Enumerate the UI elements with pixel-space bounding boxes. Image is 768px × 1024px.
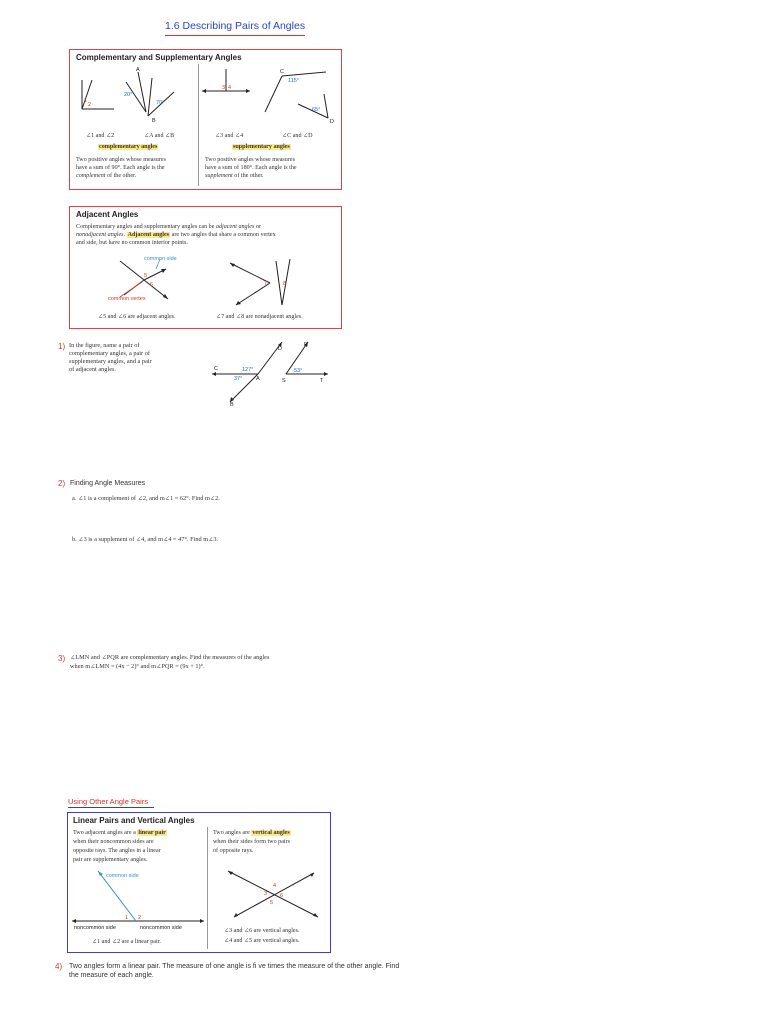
section-heading: Using Other Angle Pairs xyxy=(68,797,149,806)
linear-line-4: pair are supplementary angles. xyxy=(73,857,148,863)
question-3-line-1: ∠LMN and ∠PQR are complementary angles. Find the measures of the angles xyxy=(70,654,270,661)
question-1-line-4: of adjacent angles. xyxy=(69,366,117,373)
label-a: A xyxy=(136,67,140,73)
label-2: 2 xyxy=(88,102,92,108)
adjacent-angles-box xyxy=(69,206,342,329)
q1-label-s: S xyxy=(282,378,286,384)
term-complementary: complementary angles xyxy=(99,144,158,150)
q1-label-c: C xyxy=(214,366,218,372)
linear-line-1: Two adjacent angles are a linear pair xyxy=(73,830,166,836)
label-b: B xyxy=(152,118,156,124)
label-5: 5 xyxy=(144,273,148,279)
question-1-line-2: complementary angles, a pair of xyxy=(69,350,150,357)
linear-line-2: when their noncommon sides are xyxy=(73,839,154,845)
vertical-line-2: when their sides form two pairs xyxy=(213,839,291,845)
label-3: 3 xyxy=(222,85,226,91)
supplementary-diagram xyxy=(200,64,340,124)
question-3-line-2: when m∠LMN = (4x − 2)° and m∠PQR = (9x + 1)°. xyxy=(70,663,205,670)
complementary-desc-3: complement of the other. xyxy=(76,173,137,179)
term-supplementary: supplementary angles xyxy=(233,144,290,150)
adjacent-line-2: nonadjacent angles. Adjacent angles are two angles that share a common vertex xyxy=(76,232,276,238)
caption-vertical-4-5: ∠4 and ∠5 are vertical angles. xyxy=(224,938,300,944)
divider xyxy=(198,64,199,186)
q1-label-127: 127° xyxy=(242,367,254,373)
label-8: 8 xyxy=(283,281,287,287)
label-c: C xyxy=(280,69,284,75)
caption-linear-pair: ∠1 and ∠2 are a linear pair. xyxy=(92,939,161,945)
vertical-line-1: Two angles are vertical angles xyxy=(213,830,290,836)
q1-label-37: 37° xyxy=(234,376,243,382)
question-1-number: 1) xyxy=(58,342,66,351)
box-heading: Adjacent Angles xyxy=(76,210,139,219)
complementary-supplementary-box xyxy=(69,49,342,190)
question-2a: a. ∠1 is a complement of ∠2, and m∠1 = 62°. Find m∠2. xyxy=(72,495,220,502)
question-1-line-1: In the figure, name a pair of xyxy=(69,342,140,349)
vertical-label-5: 5 xyxy=(270,900,274,906)
caption-angles-c-d: ∠C and ∠D xyxy=(282,133,313,139)
label-4: 4 xyxy=(228,85,232,91)
q1-label-d: D xyxy=(278,346,282,352)
label-115: 115° xyxy=(288,78,299,84)
label-1: 1 xyxy=(84,98,88,104)
vertical-label-3: 3 xyxy=(264,891,268,897)
question-4-line-2: the measure of each angle. xyxy=(69,972,154,979)
noncommon-side-label-2: noncommon side xyxy=(140,925,182,931)
page-title: 1.6 Describing Pairs of Angles xyxy=(165,20,306,32)
question-2-heading: Finding Angle Measures xyxy=(70,480,146,487)
complementary-desc-1: Two positive angles whose measures xyxy=(76,157,166,163)
divider xyxy=(207,827,208,949)
question-1-line-3: supplementary angles, and a pair xyxy=(69,358,152,365)
title-underline xyxy=(165,35,305,36)
q1-label-t: T xyxy=(320,378,324,384)
linear-common-side-label: common side xyxy=(106,873,139,879)
label-6: 6 xyxy=(150,282,154,288)
question-3-number: 3) xyxy=(58,654,66,663)
q1-label-b: B xyxy=(230,402,234,408)
question-2b: b. ∠3 is a supplement of ∠4, and m∠4 = 47°. Find m∠3. xyxy=(72,536,219,543)
caption-angles-3-4: ∠3 and ∠4 xyxy=(215,133,244,139)
supplementary-desc-2: have a sum of 180°. Each angle is the xyxy=(205,165,297,171)
label-20: 20° xyxy=(124,92,133,98)
common-side-label: common side xyxy=(144,256,177,262)
question-4-number: 4) xyxy=(55,962,63,971)
linear-line-3: opposite rays. The angles in a linear xyxy=(73,848,161,854)
supplementary-desc-3: supplement of the other. xyxy=(205,173,264,179)
vertical-angles-diagram xyxy=(218,861,328,923)
linear-label-2: 2 xyxy=(138,915,142,921)
box-heading: Complementary and Supplementary Angles xyxy=(76,53,242,62)
box-heading: Linear Pairs and Vertical Angles xyxy=(73,816,195,825)
common-vertex-label: common vertex xyxy=(108,296,146,302)
complementary-desc-2: have a sum of 90°. Each angle is the xyxy=(76,165,165,171)
complementary-diagram xyxy=(74,64,196,124)
adjacent-line-3: and side, but have no common interior points. xyxy=(76,240,188,246)
question-4-line-1: Two angles form a linear pair. The measure of one angle is fi ve times the measure of the other angle. Find xyxy=(69,963,400,970)
q1-label-53: 53° xyxy=(294,368,303,374)
label-70: 70° xyxy=(156,100,165,106)
linear-vertical-box xyxy=(67,812,331,953)
supplementary-desc-1: Two positive angles whose measures xyxy=(205,157,295,163)
question-1-diagram xyxy=(208,338,338,408)
label-65: 65° xyxy=(312,107,321,113)
caption-angles-a-b: ∠A and ∠B xyxy=(144,133,175,139)
section-underline xyxy=(68,807,154,808)
nonadjacent-diagram xyxy=(210,253,310,309)
caption-vertical-3-6: ∠3 and ∠6 are vertical angles. xyxy=(224,928,300,934)
vertical-line-3: of opposite rays. xyxy=(213,848,254,854)
vertical-label-6: 6 xyxy=(280,893,284,899)
q1-label-r: R xyxy=(304,342,308,348)
adjacent-line-1: Complementary angles and supplementary angles can be adjacent angles or xyxy=(76,224,261,230)
vertical-label-4: 4 xyxy=(273,883,277,889)
label-d: D xyxy=(330,119,334,124)
question-2-number: 2) xyxy=(58,479,66,488)
caption-adjacent: ∠5 and ∠6 are adjacent angles. xyxy=(98,314,176,320)
q1-label-a: A xyxy=(256,376,260,382)
linear-label-1: 1 xyxy=(125,915,129,921)
label-7: 7 xyxy=(264,281,268,287)
caption-angles-1-2: ∠1 and ∠2 xyxy=(86,133,115,139)
caption-nonadjacent: ∠7 and ∠8 are nonadjacent angles. xyxy=(216,314,303,320)
noncommon-side-label-1: noncommon side xyxy=(74,925,116,931)
